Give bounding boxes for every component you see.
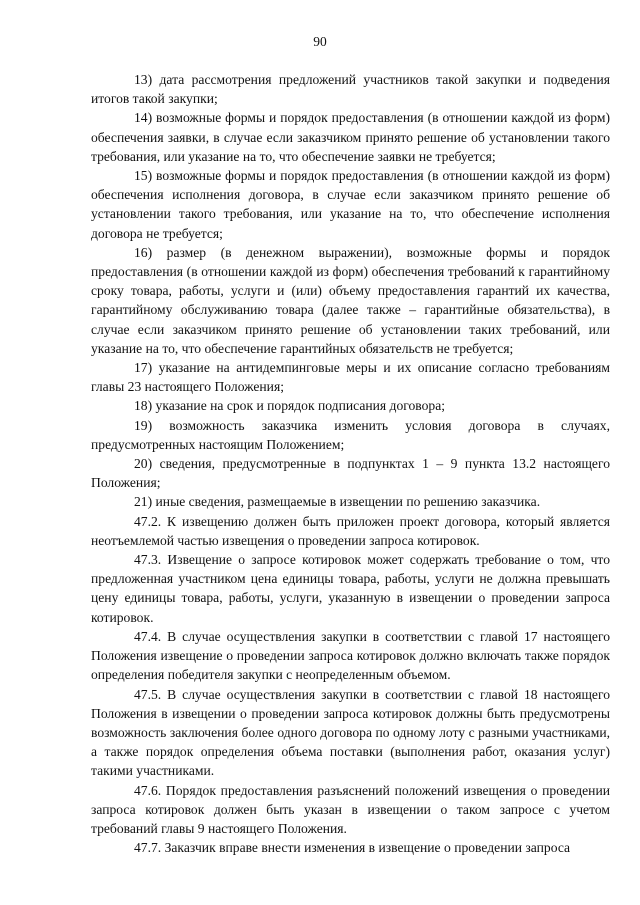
section-47-7: 47.7. Заказчик вправе внести изменения в извещение о проведении запроса [134, 840, 571, 856]
list-item-17: 17) указание на антидемпинговые меры и их описание согласно требованиям главы 23 настоящего Положения; [91, 360, 610, 395]
list-item-21: 21) иные сведения, размещаемые в извещении по решению заказчика. [134, 494, 541, 510]
page-number: 90 [313, 34, 327, 49]
section-47-2: 47.2. К извещению должен быть приложен проект договора, который является неотъемлемой частью извещения о проведении запроса котировок. [91, 513, 610, 548]
section-47-5: 47.5. В случае осуществления закупки в соответствии с главой 18 настоящего Положения в извещении о проведении запроса котировок должны быть предусмотрены возможность заключения более одного договора по одному лоту с разными участниками, а также порядок определения объема поставки (выполнения работ, оказания услуг) такими участниками. [91, 686, 610, 779]
document-body [91, 70, 610, 857]
list-item-16: 16) размер (в денежном выражении), возможные формы и порядок предоставления (в отношении каждой из форм) обеспечения требований к гарантийному сроку товара, работы, услуги и (или) объему предоставления гарантий их качества, гарантийному обслуживанию товара (далее также – гарантийные обязательства), в случае если заказчиком принято решение об установлении таких требований, или указание на то, что обеспечение гарантийных обязательств не требуется; [91, 244, 610, 356]
list-item-20: 20) сведения, предусмотренные в подпунктах 1 – 9 пункта 13.2 настоящего Положения; [91, 456, 610, 491]
section-47-3: 47.3. Извещение о запросе котировок может содержать требование о том, что предложенная участником цена единицы товара, работы, услуги не должна превышать цену единицы товара, работы, услуги, указанную в извещении о проведении запроса котировок. [91, 552, 610, 625]
list-item-14: 14) возможные формы и порядок предоставления (в отношении каждой из форм) обеспечения заявки, в случае если заказчиком принято решение об установлении такого требования, или указание на то, что обеспечение заявки не требуется; [91, 110, 610, 164]
list-item-13: 13) дата рассмотрения предложений участников такой закупки и подведения итогов такой закупки; [91, 72, 610, 107]
list-item-18: 18) указание на срок и порядок подписания договора; [134, 398, 446, 414]
list-item-19: 19) возможность заказчика изменить условия договора в случаях, предусмотренных настоящим Положением; [91, 417, 610, 452]
section-47-4: 47.4. В случае осуществления закупки в соответствии с главой 17 настоящего Положения извещение о проведении запроса котировок должно включать также порядок определения победителя закупки с неопределенным объемом. [91, 628, 610, 683]
list-item-15: 15) возможные формы и порядок предоставления (в отношении каждой из форм) обеспечения исполнения договора, в случае если заказчиком принято решение об установлении такого требования, или указание на то, что обеспечение исполнения договора не требуется; [91, 168, 610, 241]
section-47-6: 47.6. Порядок предоставления разъяснений положений извещения о проведении запроса котировок должен быть указан в извещении о таком запросе с учетом требований главы 9 настоящего Положения. [91, 782, 610, 836]
